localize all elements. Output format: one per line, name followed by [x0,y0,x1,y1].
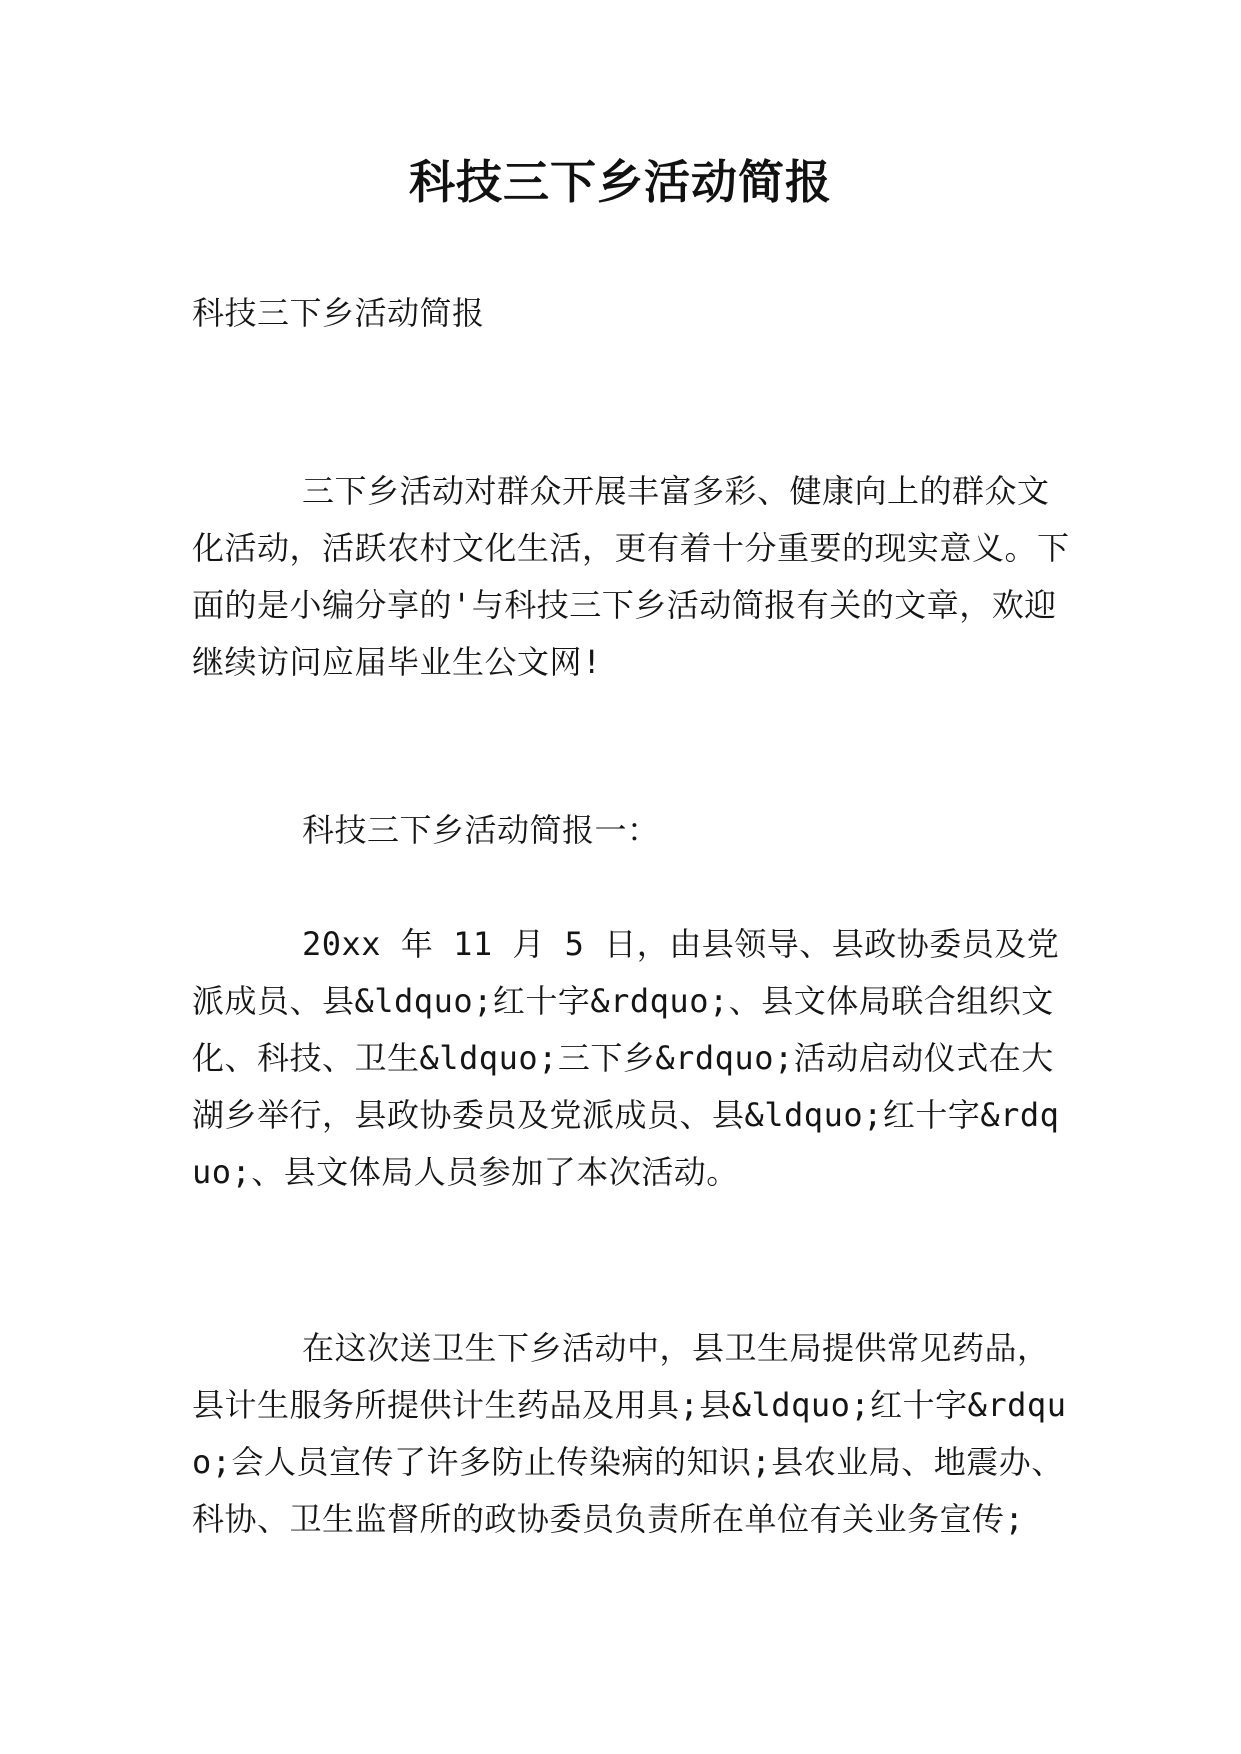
section-heading: 科技三下乡活动简报一： [302,811,660,849]
intro-paragraph: 三下乡活动对群众开展丰富多彩、健康向上的群众文化活动，活跃农村文化生活，更有着十分重要的现实意义。下面的是小编分享的'与科技三下乡活动简报有关的文章，欢迎继续访问应届毕业生公文网! [192,472,1070,681]
body-paragraph: 在这次送卫生下乡活动中，县卫生局提供常见药品，县计生服务所提供计生药品及用具;县&ldquo;红十字&rdquo;会人员宣传了许多防止传染病的知识;县农业局、地震办、科协、卫生监督所的政协委员负责所在单位有关业务宣传; [192,1329,1067,1538]
document-subtitle: 科技三下乡活动简报 [192,294,485,332]
document-title: 科技三下乡活动简报 [409,155,832,209]
body-paragraph: 20xx 年 11 月 5 日，由县领导、县政协委员及党派成员、县&ldquo;红十字&rdquo;、县文体局联合组织文化、科技、卫生&ldquo;三下乡&rdquo;活动启动仪式在大湖乡举行，县政协委员及党派成员、县&ldquo;红十字&rdquo;、县文体局人员参加了本次活动。 [192,925,1060,1191]
